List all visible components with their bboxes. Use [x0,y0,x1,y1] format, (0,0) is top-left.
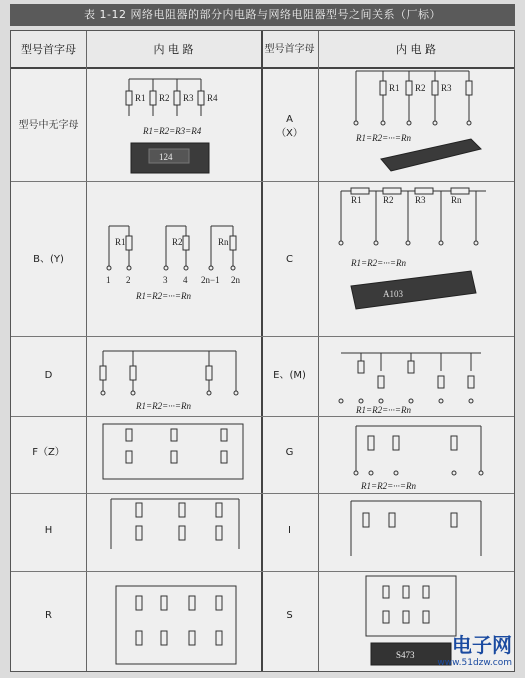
header-prefix: 型号首字母 [11,31,86,69]
row-label: C [286,254,293,265]
row-label: D [44,370,53,381]
circuit-h [111,499,239,549]
svg-text:Rn: Rn [451,195,462,205]
svg-text:2: 2 [126,275,131,285]
row-label: S [286,610,293,621]
header-circuit-right: 内 电 路 [318,31,514,69]
circuit-a [354,71,472,125]
svg-text:2n: 2n [231,275,240,285]
svg-text:4: 4 [183,275,188,285]
svg-text:R1: R1 [115,237,126,247]
svg-text:R3: R3 [415,195,426,205]
circuit-basic-4 [126,79,218,116]
equation: R1=R2=R3=R4 [143,126,202,136]
resistor-network-table [10,30,515,672]
row-label: 型号中无字母 [18,120,79,131]
row-label: B、(Y) [33,254,64,265]
circuit-diagrams [11,31,514,671]
circuit-b [106,226,241,285]
equation: R1=R2=···=Rn [351,258,406,268]
svg-text:R1: R1 [135,93,146,103]
sip-label: A103 [383,289,403,299]
header-circuit-left: 内 电 路 [86,31,261,69]
header-prefix-right: 型号首字母 [261,31,318,69]
equation: R1=R2=···=Rn [136,291,191,301]
row-label: I [288,525,291,536]
svg-text:R2: R2 [172,237,183,247]
svg-text:3: 3 [163,275,168,285]
svg-text:1: 1 [106,275,111,285]
circuit-i [351,501,481,556]
table-caption: 表 1-12 网络电阻器的部分内电路与网络电阻器型号之间关系（厂标） [10,4,515,26]
watermark [392,629,512,669]
equation: R1=R2=···=Rn [356,405,411,415]
equation: R1=R2=···=Rn [136,401,191,411]
svg-text:R1: R1 [351,195,362,205]
chip-label: S473 [396,650,415,660]
sip-package [381,139,481,171]
circuit-d [100,351,238,395]
svg-text:R3: R3 [183,93,194,103]
svg-text:R2: R2 [415,83,426,93]
row-label: H [44,525,53,536]
equation: R1=R2=···=Rn [356,133,411,143]
svg-text:Rn: Rn [218,237,229,247]
watermark-url: www.51dzw.com [437,658,512,668]
svg-text:R4: R4 [207,93,218,103]
row-label: E、(M) [273,370,306,381]
chip-package [131,143,209,173]
sip-package [351,271,476,309]
row-label: G [285,447,294,458]
row-label: A （X） [276,114,303,139]
circuit-c [339,188,486,245]
svg-text:R2: R2 [383,195,394,205]
equation: R1=R2=···=Rn [361,481,416,491]
circuit-e [339,353,481,403]
row-label: F（Z） [32,447,65,458]
circuit-r [116,586,236,664]
svg-text:R2: R2 [159,93,170,103]
row-label: R [45,610,52,621]
chip-label: 124 [159,152,173,162]
svg-text:R3: R3 [441,83,452,93]
svg-text:2n−1: 2n−1 [201,275,220,285]
circuit-g [354,426,483,475]
circuit-f [103,424,243,479]
watermark-brand: 电子网 [452,633,512,657]
svg-text:R1: R1 [389,83,400,93]
